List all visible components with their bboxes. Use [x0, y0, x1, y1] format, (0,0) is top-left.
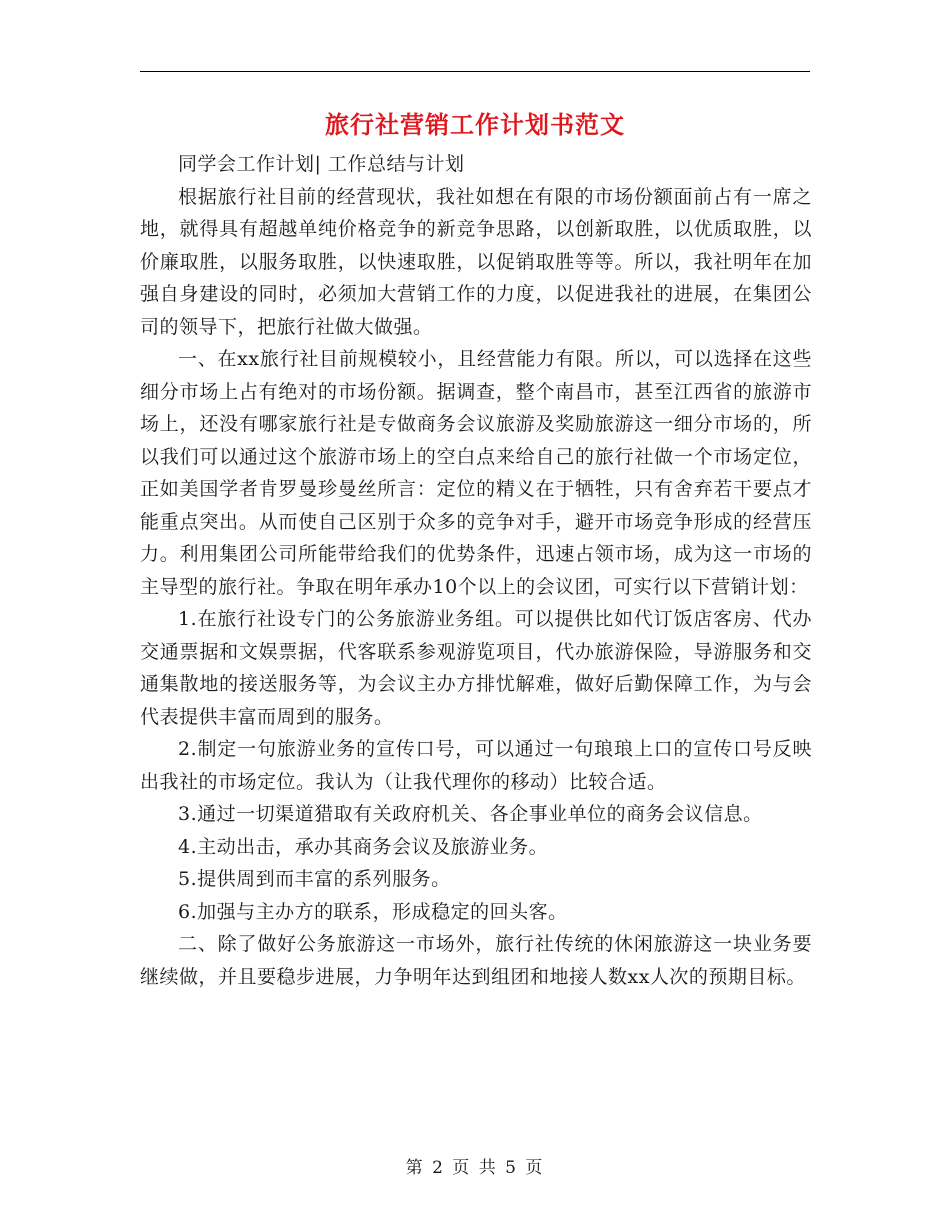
document-title: 旅行社营销工作计划书范文 [325, 110, 625, 139]
paragraph-item-3: 3.通过一切渠道猎取有关政府机关、各企事业单位的商务会议信息。 [178, 803, 763, 825]
header-rule [140, 71, 810, 72]
paragraph-section-two: 二、除了做好公务旅游这一市场外，旅行社传统的休闲旅游这一块业务要继续做，并且要稳步进展，力争明年达到组团和地接人数xx人次的预期目标。 [140, 933, 812, 988]
paragraph-item-5: 5.提供周到而丰富的系列服务。 [178, 868, 451, 890]
document-body [140, 148, 812, 993]
paragraph-item-6: 6.加强与主办方的联系，形成稳定的回头客。 [178, 900, 568, 923]
page-number: 第 2 页 共 5 页 [405, 1158, 545, 1178]
paragraph-section-one: 一、在xx旅行社目前规模较小，且经营能力有限。所以，可以选择在这些细分市场上占有绝对的市场份额。据调查，整个南昌市，甚至江西省的旅游市场上，还没有哪家旅行社是专做商务会议旅游及奖励旅游这一细分市场的，所以我们可以通过这个旅游市场上的空白点来给自己的旅行社做一个市场定位，正如美国学者肯罗曼珍曼丝所言：定位的精义在于牺牲，只有舍弃若干要点才能重点突出。从而使自己区别于众多的竞争对手，避开市场竞争形成的经营压力。利用集团公司所能带给我们的优势条件，迅速占领市场，成为这一市场的主导型的旅行社。争取在明年承办10个以上的会议团，可实行以下营销计划： [140, 348, 812, 598]
paragraph-item-2: 2.制定一句旅游业务的宣传口号，可以通过一句琅琅上口的宣传口号反映出我社的市场定位。我认为（让我代理你的移动）比较合适。 [140, 738, 812, 793]
paragraph-item-1: 1.在旅行社设专门的公务旅游业务组。可以提供比如代订饭店客房、代办交通票据和文娱票据，代客联系参观游览项目，代办旅游保险，导游服务和交通集散地的接送服务等，为会议主办方排忧解难，做好后勤保障工作，为与会代表提供丰富而周到的服务。 [140, 608, 812, 728]
paragraph-item-4: 4.主动出击，承办其商务会议及旅游业务。 [178, 835, 549, 858]
paragraph-intro: 根据旅行社目前的经营现状，我社如想在有限的市场份额面前占有一席之地，就得具有超越单纯价格竞争的新竞争思路，以创新取胜，以优质取胜，以价廉取胜，以服务取胜，以快速取胜，以促销取胜等等。所以，我社明年在加强自身建设的同时，必须加大营销工作的力度，以促进我社的进展，在集团公司的领导下，把旅行社做大做强。 [140, 185, 812, 338]
paragraph-category: 同学会工作计划| 工作总结与计划 [178, 153, 465, 175]
